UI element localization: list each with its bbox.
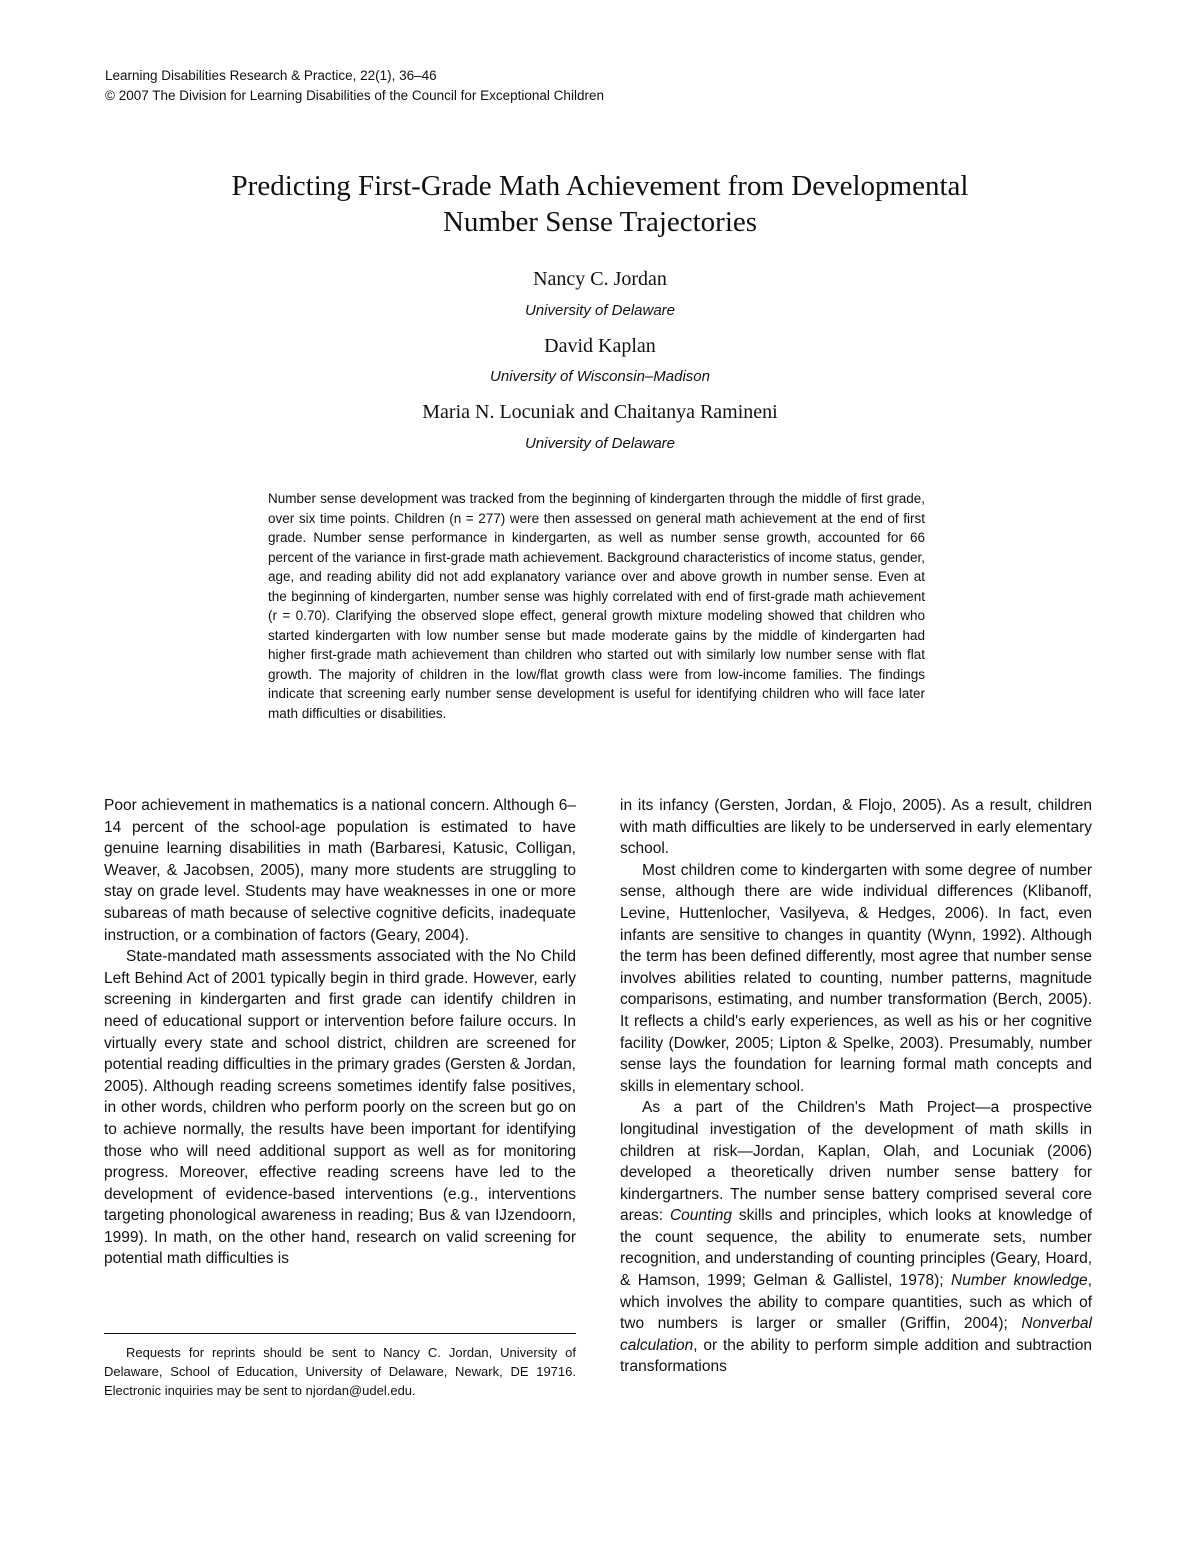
term-counting: Counting — [669, 1207, 733, 1225]
term-nonverbal-calculation: Nonverbal calculation — [620, 1315, 1092, 1354]
body-paragraph: in its infancy (Gersten, Jordan, & Flojo, 2005). As a result, children with math difficulties are likely to be underserved in early elementary school. — [620, 797, 1092, 858]
body-paragraph: Most children come to kindergarten with some degree of number sense, although there are wide individual differences (Klibanoff, Levine, Huttenlocher, Vasilyeva, & Hedges, 2006). In fact, even infants are sensitive to changes in quantity (Wynn, 1992). Although the term has been defined differently, most agree that number sense involves abilities related to counting, number patterns, magnitude comparisons, estimating, and number transformation (Berch, 2005). It reflects a child's early experiences, as well as his or her cognitive facility (Dowker, 2005; Lipton & Spelke, 2003). Presumably, number sense lays the foundation for learning formal math concepts and skills in elementary school. — [620, 861, 1092, 1095]
copyright-notice: © 2007 The Division for Learning Disabilities of the Council for Exceptional Children — [105, 88, 604, 103]
author-affiliation: University of Delaware — [524, 302, 676, 319]
footnote: Requests for reprints should be sent to Nancy C. Jordan, University of Delaware, School of Education, University of Delaware, Newark, DE 19716. Electronic inquiries may be sent to njordan@udel.edu. — [104, 1345, 576, 1398]
body-paragraph — [620, 1097, 1092, 1378]
text-run: skills and principles, which looks at knowledge of the count sequence, the ability to enumerate sets, number recognition, and understanding of counting principles (Geary, Hoard, & Hamson, 1999; Gelman & Gallistel, 1978); — [620, 1207, 1093, 1290]
body-paragraph: Poor achievement in mathematics is a national concern. Although 6–14 percent of the school-age population is estimated to have genuine learning disabilities in math (Barbaresi, Katusic, Colligan, Weaver, & Jacobsen, 2005), many more students are struggling to stay on grade level. Students may have weaknesses in one or more subareas of math because of selective cognitive deficits, inadequate instruction, or a combination of factors (Geary, 2004). — [104, 797, 576, 944]
body-paragraph: State-mandated math assessments associated with the No Child Left Behind Act of 2001 typically begin in third grade. However, early screening in kindergarten and first grade can identify children in need of educational support or intervention before failure occurs. In virtually every state and school district, children are screened for potential reading difficulties in the primary grades (Gersten & Jordan, 2005). Although reading screens sometimes identify false positives, in other words, children who perform poorly on the screen but go on to achieve normally, the results have been important for identifying those who will need additional support as well as for monitoring progress. Moreover, effective reading screens have led to the development of evidence-based interventions (e.g., interventions targeting phonological awareness in reading; Bus & van IJzendoorn, 1999). In math, on the other hand, research on valid screening for potential math difficulties is — [104, 948, 576, 1268]
text-run: As a part of the Children's Math Project—a prospective longitudinal investigation of the development of math skills in children at risk—Jordan, Kaplan, Olah, and Locuniak (2006) developed a theoretically driven number sense battery for kindergartners. The number sense battery comprised several core areas: — [620, 1099, 1092, 1225]
author-name: Maria N. Locuniak and Chaitanya Ramineni — [422, 401, 778, 423]
title-line-2: Number Sense Trajectories — [442, 206, 758, 238]
journal-citation: Learning Disabilities Research & Practice, 22(1), 36–46 — [105, 68, 437, 83]
author-name: Nancy C. Jordan — [533, 268, 667, 290]
abstract: Number sense development was tracked from the beginning of kindergarten through the middle of first grade, over six time points. Children (n = 277) were then assessed on general math achievement at the end of first grade. Number sense performance in kindergarten, as well as number sense growth, accounted for 66 percent of the variance in first-grade math achievement. Background characteristics of income status, gender, age, and reading ability did not add explanatory variance over and above growth in number sense. Even at the beginning of kindergarten, number sense was highly correlated with end of first-grade math achievement (r = 0.70). Clarifying the observed slope effect, general growth mixture modeling showed that children who started kindergarten with low number sense but made moderate gains by the middle of kindergarten had higher first-grade math achievement than children who started out with similarly low number sense with flat growth. The majority of children in the low/flat growth class were from low-income families. The findings indicate that screening early number sense development is useful for identifying children who will face later math difficulties or disabilities. — [268, 491, 925, 721]
body-column-right — [620, 795, 1092, 1378]
text-run: , or the ability to perform simple addition and subtraction transformations — [620, 1336, 1092, 1376]
journal-header — [105, 66, 604, 106]
title-line-1: Predicting First-Grade Math Achievement from Developmental — [231, 170, 969, 202]
author-affiliation: University of Delaware — [524, 435, 676, 452]
body-column-left — [104, 795, 576, 1270]
paper-title — [0, 168, 1200, 240]
author-name: David Kaplan — [544, 335, 656, 357]
footnote-divider — [104, 1333, 576, 1334]
author-affiliation: University of Wisconsin–Madison — [490, 368, 710, 385]
text-run: , which involves the ability to compare quantities, such as which of two numbers is larger or smaller (Griffin, 2004); — [620, 1272, 1092, 1333]
term-number-knowledge: Number knowledge — [951, 1272, 1088, 1290]
